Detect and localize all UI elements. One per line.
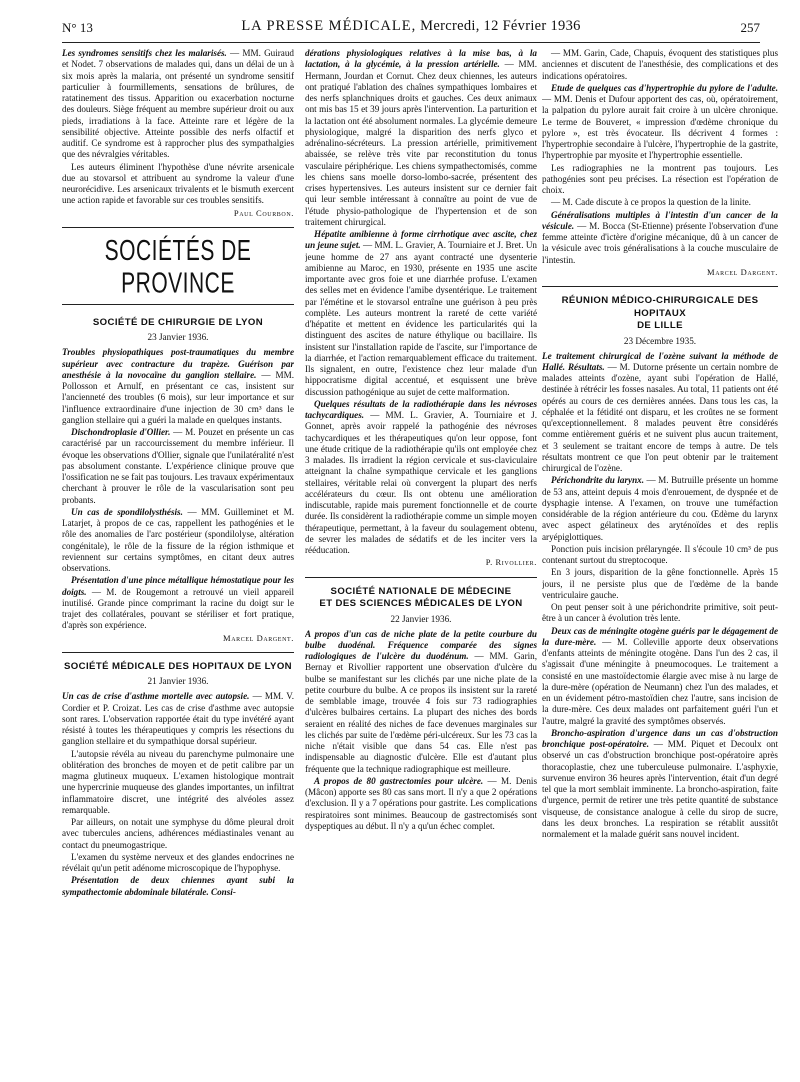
article-title: Hépatite amibienne à forme cirrhotique avec ascite, chez un jeune sujet. xyxy=(305,229,537,251)
article xyxy=(542,626,778,727)
article-title: A propos de 80 gastrectomies pour ulcère. xyxy=(314,775,484,786)
article-paragraph: L'autopsie révéla au niveau du parenchyme pulmonaire une oblitération des bronches de moyen et de petit calibre par un magma glutineux muqueux. L'examen histologique montrait une hypercrinie muqueuse des glandes importantes, un infiltrat inflammatoire discret, une intégrité des alvéoles assez remarquable. xyxy=(62,748,294,815)
session-date: 21 Janvier 1936. xyxy=(147,676,209,687)
article-title: Etude de quelques cas d'hypertrophie du pylore de l'adulte. xyxy=(551,82,778,93)
article-paragraph: Les auteurs éliminent l'hypothèse d'une névrite arsenicale due au stovarsol et attribuent au syndrome la valeur d'une neurorécidive. Les arsenicaux trivalents et le bismuth exercent une action rapide et favorable sur ces troubles sensitifs. xyxy=(62,161,294,206)
issue-date: Mercredi, 12 Février 1936 xyxy=(420,18,581,34)
article-text: — MM. L. Gravier, A. Tourniaire et J. Gonnet, après avoir rappelé la pathogénie des névroses tachycardiques et les thérapeutiques qu'on leur oppose, font une étude critique de la radiothérapie qu'ils ont employée chez 3 malades. Ils irradient la région cervicale et sus-claviculaire atteignant la chaîne sympathique cervicale et les ganglions stellaires, véritable relai où convergent la plupart des nerfs accélérateurs du cœur. Ils ont obtenu une amélioration indiscutable, rapide mais purement fonctionnelle et de courte durée. Ils considèrent la radiothérapie comme un simple moyen thérapeutique, permettant, à la faveur du soulagement obtenu, de sevrer les malades de sédatifs et de les inciter vers la rééducation. xyxy=(305,410,537,555)
article xyxy=(305,229,537,398)
article-title: A propos d'un cas de niche plate de la petite courbure du bulbe duodénal. Fréquence comparée des signes radiologiques de l'ulcère du duodénum. xyxy=(305,628,537,661)
article-text: — MM. Pollosson et Arnulf, en présentant ce cas, insistent sur l'ancienneté des troubles (6 mois), sur leur importance et sur l'influence extraordinaire d'une injection de 30 cm³ dans le ganglion stellaire qui a guéri la malade en quelques instants. xyxy=(62,369,294,425)
society-heading-line: SOCIÉTÉ NATIONALE DE MÉDECINE xyxy=(330,585,512,597)
article-title: Périchondrite du larynx. xyxy=(551,475,645,486)
session-date: 22 Janvier 1936. xyxy=(390,613,452,624)
author-signature: Marcel Dargent. xyxy=(707,266,778,277)
section-heading: SOCIÉTÉS DE PROVINCE xyxy=(104,235,252,299)
article xyxy=(305,48,537,228)
article xyxy=(542,475,778,543)
society-heading xyxy=(305,586,537,611)
article-text: — MM. Piquet et Decoulx ont observé un cas d'obstruction bronchique post-opératoire après thoracoplastie, chez une tuberculeuse pulmonaire. L'asphyxie, survenue environ 36 heures après l'intervention, était d'un degré tel que la mort semblait imminente. La broncho-aspiration, faite d'urgence, permit de retirer une très petite quantité de substance visqueuse, de consistance analogue à celle du sirop de sucre, dans les deux bronches. La respiration se rétablit aussitôt normalement et la malade guérit sans nouvel incident. xyxy=(542,739,778,839)
article-text: — MM. Guilleminet et M. Latarjet, à propos de ce cas, rappellent les pathogénies et le rôle des anomalies de l'arc postérieur (spondilolyse, altération congénitale), le rôle de la fissure de la région isthmique et reviennent sur certains symptômes, en citant deux autres observations. xyxy=(62,506,294,573)
article xyxy=(305,776,537,832)
section-divider xyxy=(542,286,778,287)
article-text: — M. de Rougemont a retrouvé un vieil appareil inutilisé. Grande pince comprimant la racine du doigt sur le trajet des collatérales, pouvant se stériliser et fort pratique, d'après son expérience. xyxy=(62,586,294,631)
session-date: 23 Janvier 1936. xyxy=(147,332,209,343)
article-text: — M. Dutorne présente un certain nombre de malades atteints d'ozène, ayant subi l'opération de Hallé, destinée à rétrécir les fosses nasales. Au total, 11 patients ont été opérés au cours de ces dernières années. Dans tous les cas, la céphalée et la fétidité ont disparu, et les croûtes ne se forment qu'exceptionnellement. 8 malades peuvent être considérés comme entièrement guéris et ne suivent plus aucun traitement, et 3 seulement se traitant encore de temps à autre. De tels résultats montrent ce que l'on peut obtenir par le traitement chirurgical de l'ozène. xyxy=(542,361,778,473)
article-text: — M. Bocca (St-Etienne) présente l'observation d'une femme atteinte d'ictère d'origine mécanique, dû à un cancer de la vésicule avec trois généralisations à la couche musculaire de l'intestin. xyxy=(542,220,778,265)
column-3 xyxy=(542,48,778,1062)
article-title: Les syndromes sensitifs chez les malarisés. xyxy=(62,48,227,58)
article xyxy=(62,507,294,575)
article-text: — M. Denis (Mâcon) apporte ses 80 cas sans mort. Il n'y a que 2 opérations d'exclusion. Il y a 7 opérations pour gastrite. Les complications respiratoires sont minimes. Beaucoup de gastrectomisés sont dyspeptiques au début. Il n'y a qu'un échec complet. xyxy=(305,775,537,831)
article-title: Quelques résultats de la radiothérapie dans les névroses tachycardiques. xyxy=(305,398,537,420)
running-title xyxy=(62,18,760,35)
article-text: — MM. Denis et Dufour apportent des cas, où, opératoirement, la palpation du pylore aurait fait croire à un ulcère chronique. Le terme de Bouveret, « impression d'œdème chronique du pylore », est très évocateur. Ils décrivent 4 formes : l'hypertrophie secondaire à l'ulcère, l'hypertrophie de la gastrite, l'hypertrophie par myosite et l'hypertrophie essentielle. xyxy=(542,94,778,161)
article-title: Un cas de spondilolysthésis. xyxy=(71,506,183,517)
article-paragraph: — M. Cade discute à ce propos la question de la linite. xyxy=(551,197,751,208)
article-title: Le traitement chirurgical de l'ozène suivant la méthode de Hallé. Résultats. xyxy=(542,350,778,372)
article xyxy=(62,691,294,747)
header-rule xyxy=(62,42,760,43)
article-title: Présentation de deux chiennes ayant subi la sympathectomie abdominale bilatérale. Consi- xyxy=(62,875,294,897)
article-title: Généralisations multiples à l'intestin d'un cancer de la vésicule. xyxy=(542,209,778,231)
section-divider xyxy=(62,652,294,653)
article-text: — M. Colleville apporte deux observations d'enfants atteints de méningite otogène. Dans l'un des 2 cas, il s'agissait d'une méningite à pneumocoques. Le traitement a consisté en une mastoïdectomie élargie avec mise à nu large de la dure-mère (opération de Neumann) chez l'un des malades, et en un évidement pétro-mastoïdien chez l'autre, sans incision de la dure-mère. Ces deux malades ont parfaitement guéri l'un et l'autre, malgré la gravité des symptômes observés. xyxy=(542,636,778,726)
article xyxy=(62,575,294,631)
article-paragraph: L'examen du système nerveux et des glandes endocrines ne révélait qu'un petit adénome microscopique de l'hypophyse. xyxy=(62,851,294,873)
issue-number: N° 13 xyxy=(62,20,93,35)
society-heading-line: ET DES SCIENCES MÉDICALES DE LYON xyxy=(319,598,523,609)
article-title: Dischondroplasie d'Ollier. xyxy=(71,427,171,437)
article xyxy=(305,399,537,557)
article xyxy=(542,210,778,266)
article-text: — MM. L. Gravier, A. Tourniaire et J. Bret. Un jeune homme de 27 ans ayant contracté une dysenterie amibienne au Maroc, en 1930, présente en 1935 une ascite importante avec gros foie et une diarrhée profuse. L'examen des selles met en évidence l'amibe dysentérique. Le traitement par l'émétine et le stovarsol entraîne une guérison à peu près complète. Les auteurs montrent la rareté de cette variété d'hépatite et mettent en évidence les particularités qui la distinguent des ascites de nature éthylique ou bacillaire. Ils insistent sur l'installation rapide de l'ascite, sur l'importance de la diarrhée, et l'action remarquablement efficace du traitement. Ils signalent, en outre, l'existence chez leur malade d'un hippocratisme digital accentué, et esquissent une brève discussion pathogénique au sujet de cette malformation. xyxy=(305,240,537,397)
article-title: Présentation d'une pince métallique hémostatique pour les doigts. xyxy=(62,575,294,597)
page-header xyxy=(62,14,760,40)
article-text: — MM. Hermann, Jourdan et Cornut. Chez deux chiennes, les auteurs ont pratiqué l'ablation des chaînes sympathiques lombaires et des nerfs splanchniques droits et gauches. Ces deux animaux ont mis bas 15 et 39 jours après l'intervention. La parturition et la lactation ont été absolument normales. La glycémie demeure physiologique, malgré la disparition des nerfs glyco et adrénalino-sécréteurs. La pression artérielle, primitivement abaissée, se relève très vite par reconstitution du tonus vasculaire périphérique. Les chiens sympathectomisés, comme les chiens sans moelle dorso-lombo-sacrée, présentent des crises hypertensives. Les auteurs insistent sur ce dernier fait qui leur semble intéressant à connaître au point de vue de l'étude physio-pathologique de l'hypertension et de son traitement chirurgical. xyxy=(305,59,537,227)
article-paragraph: Ponction puis incision prélaryngée. Il s'écoule 10 cm³ de pus contenant surtout du streptocoque. xyxy=(542,543,778,565)
society-heading: SOCIÉTÉ DE CHIRURGIE DE LYON xyxy=(92,316,264,328)
article-title: Deux cas de méningite otogène guéris par le dégagement de la dure-mère. xyxy=(542,625,778,647)
article-paragraph: Par ailleurs, on notait une symphyse du dôme pleural droit avec tubercules anciens, adhérences médiastinales venant au contact du pneumogastrique. xyxy=(62,817,294,850)
page-number: 257 xyxy=(740,20,760,35)
article xyxy=(542,351,778,475)
column-1 xyxy=(62,48,294,1062)
article-paragraph: Les radiographies ne la montrent pas toujours. Les pathogénies sont peu précises. La résection est l'opération de choix. xyxy=(542,162,778,195)
article xyxy=(62,48,294,161)
article-paragraph: On peut penser soit à une périchondrite primitive, soit peut-être à un cancer à évolution très lente. xyxy=(542,602,778,624)
article xyxy=(542,83,778,162)
article xyxy=(542,728,778,841)
column-2 xyxy=(305,48,537,1062)
article-paragraph: En 3 jours, disparition de la gêne fonctionnelle. Après 15 jours, il ne persiste plus que de l'œdème de la bande ventriculaire gauche. xyxy=(542,567,778,600)
article xyxy=(305,629,537,775)
society-heading-line: DE LILLE xyxy=(637,320,683,331)
article-paragraph: — MM. Garin, Cade, Chapuis, évoquent des statistiques plus anciennes et discutent de l'anesthésie, des complications et des indications opératoires. xyxy=(542,48,778,81)
article xyxy=(62,427,294,506)
society-heading xyxy=(542,295,778,333)
article-text: — M. Butruille présente un homme de 53 ans, atteint depuis 4 mois d'enrouement, de dyspnée et de dysphagie intense. A l'examen, on trouve une tuméfaction considérable de la région antérieure du cou. Œdème du larynx avec aspect gélatineux des aryténoïdes et des replis aryépiglottiques. xyxy=(542,475,778,542)
author-signature: Marcel Dargent. xyxy=(223,632,294,643)
article-title: dérations physiologiques relatives à la mise bas, à la lactation, à la glycémie, à la pression artérielle. xyxy=(305,48,537,70)
article-text: — MM. Guiraud et Nodet. 7 observations de malades qui, dans un délai de un à six mois après la malaria, ont présenté un syndrome sensitif particulier à fourmillements, sensations de brûlures, de ratatinement des tissus. Apparition ou exacerbation nocturne des douleurs. Siège fréquent au membre supérieur droit ou aux pieds, irradiations à la face. Atteinte rare et légère de la sensibilité objective. Atteinte possible des nerfs olfactif et auditif. Ce syndrome est à rapprocher plus des sympathalgies que des névralgies véritables. xyxy=(62,48,294,160)
article-text: — M. Pouzet en présente un cas caractérisé par un raccourcissement du membre inférieur. Il évoque les observations d'Ollier, signale que l'unilatéralité n'est pas absolument constante. L'expérience clinique prouve que l'ossification ne se fait pas toujours. Les travaux expérimentaux cherchant à prouver le rôle de la vascularisation sont peu probants. xyxy=(62,427,294,505)
journal-name: LA PRESSE MÉDICALE, xyxy=(241,18,417,34)
society-heading-line: RÉUNION MÉDICO-CHIRURGICALE DES HOPITAUX xyxy=(561,295,759,319)
article-title: Broncho-aspiration d'urgence dans un cas d'obstruction bronchique post-opératoire. xyxy=(542,727,778,749)
article xyxy=(62,347,294,426)
article xyxy=(62,875,294,898)
session-date: 23 Décembre 1935. xyxy=(623,335,697,346)
section-divider xyxy=(305,577,537,578)
article-text: — MM. Garin, Bernay et Rivollier rapportent une observation d'ulcère du bulbe se manifestant sur les clichés par une niche plate de la petite courbure du bulbe. A ce propos ils insistent sur la rareté de semblable image, trouvée 4 fois sur 73 radiographies d'ulcères bulbaires certains. La plupart des niches des bords seraient en réalité des niches de face devenues marginales sur les clichés par suite de l'œdème péri-ulcéreux. Sur les 73 cas la niche n'était visible que dans 54 cas. Elle n'est pas indispensable au diagnostic d'ulcère. Elle est d'autant plus fréquente que la technique radiographique est meilleure. xyxy=(305,651,537,774)
article-text: — MM. V. Cordier et P. Croizat. Les cas de crise d'asthme avec autopsie sont rares. L'observation rapportée était du type invétéré ayant résisté à toutes les thérapeutiques y compris les résections du ganglion stellaire et du sympathique dorsal supérieur. xyxy=(62,691,294,747)
author-signature: Paul Courbon. xyxy=(233,207,294,218)
article-title: Troubles physiopathiques post-traumatiques du membre supérieur avec contracture du trapèze. Guérison par anesthésie à la novocaïne du ganglion stellaire. xyxy=(62,347,294,380)
society-heading: SOCIÉTÉ MÉDICALE DES HOPITAUX DE LYON xyxy=(63,660,293,672)
author-signature: P. Rivollier. xyxy=(485,557,537,568)
article-title: Un cas de crise d'asthme mortelle avec autopsie. xyxy=(62,691,250,702)
